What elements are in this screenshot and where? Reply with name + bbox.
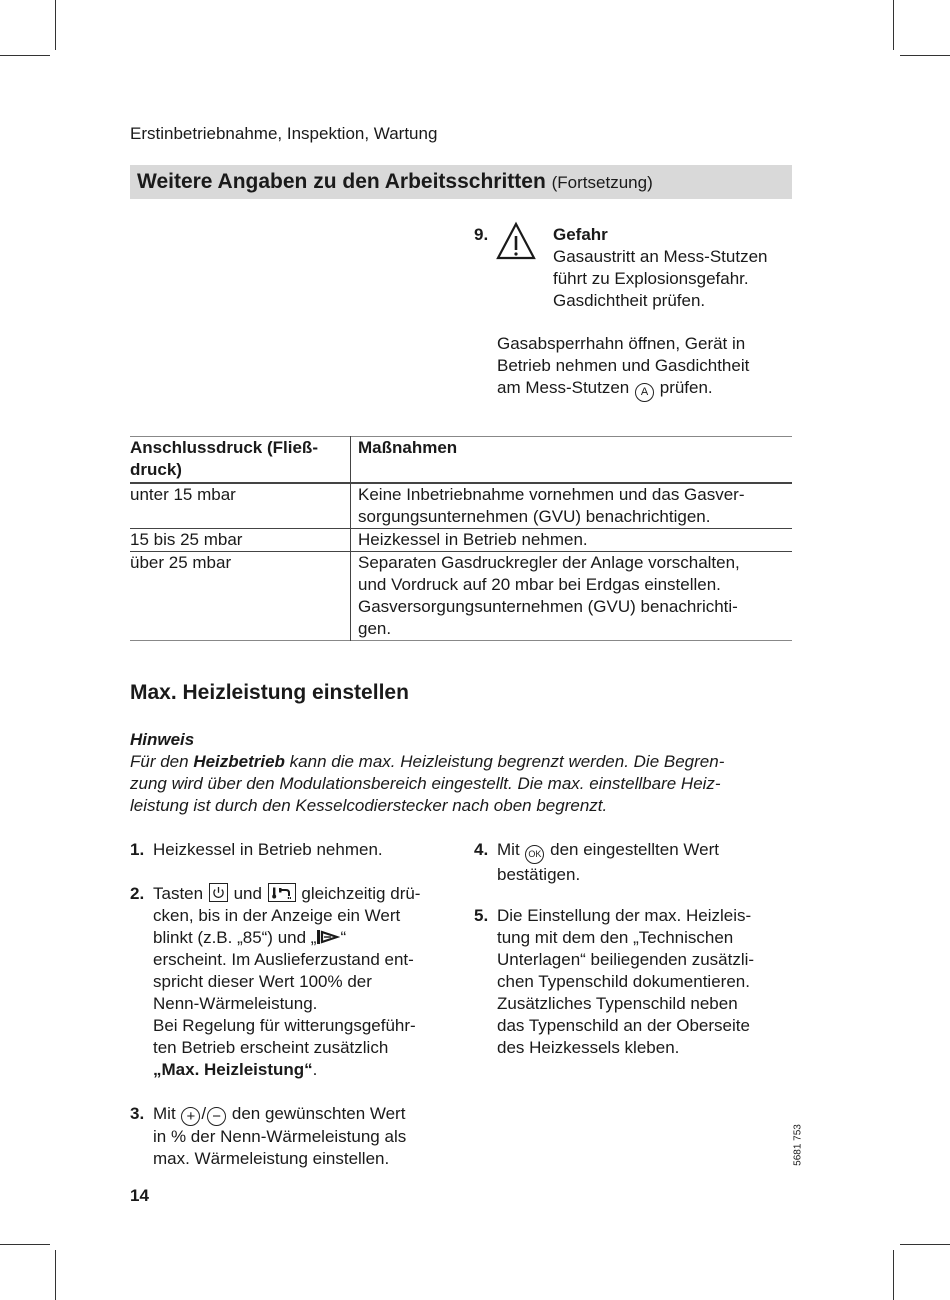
step-text: Heizkessel in Betrieb nehmen. — [153, 840, 383, 859]
step-9-line-text: am Mess-Stutzen — [497, 378, 630, 397]
step-line-text: / — [201, 1104, 207, 1123]
crop-mark — [893, 0, 894, 50]
warning-triangle-icon — [496, 221, 536, 261]
hint-line — [130, 751, 792, 773]
step-number: 3. — [130, 1104, 145, 1123]
warning-line: führt zu Explosionsgefahr. — [553, 269, 749, 288]
section-title-text: Weitere Angaben zu den Arbeitsschritten — [137, 170, 546, 193]
step-line: erscheint. Im Auslieferzustand ent- — [153, 950, 414, 969]
page-number: 14 — [130, 1186, 149, 1205]
step-line: chen Typenschild dokumentieren. — [497, 972, 750, 991]
step-line: bestätigen. — [497, 865, 581, 884]
step-9-number: 9. — [474, 225, 489, 244]
table-row — [130, 483, 792, 529]
table-row — [130, 529, 792, 552]
table-cell: Heizkessel in Betrieb nehmen. — [351, 529, 793, 552]
hint-title: Hinweis — [130, 730, 195, 749]
hint-text: Für den — [130, 752, 194, 771]
step-line-text: “ — [340, 928, 347, 947]
warning-line: Gasdichtheit prüfen. — [553, 291, 706, 310]
step-line — [153, 927, 453, 949]
step-line — [153, 883, 453, 905]
table-cell: Separaten Gasdruckregler der Anlage vorschalten, und Vordruck auf 20 mbar bei Erdgas einstellen. Gasversorgungsunternehmen (GVU) benachrichti- gen. — [351, 552, 793, 641]
table-header-measures: Maßnahmen — [351, 437, 793, 484]
document-code-text: 5681 753 — [792, 1124, 804, 1166]
hint-line: zung wird über den Modulationsbereich eingestellt. Die max. einstellbare Heiz- — [130, 774, 721, 793]
table-cell: unter 15 mbar — [130, 485, 236, 504]
step-line: Unterlagen“ beiliegenden zusätzli- — [497, 950, 755, 969]
table-header-row — [130, 437, 792, 484]
step-9-line-text: prüfen. — [659, 378, 713, 397]
crop-mark — [900, 55, 950, 56]
step-9-line — [497, 377, 749, 402]
step-line — [153, 1103, 453, 1126]
step-line: Bei Regelung für witterungsgeführ- — [153, 1016, 416, 1035]
step-line-text: den eingestellten Wert — [550, 840, 719, 859]
warning-title: Gefahr — [553, 225, 608, 244]
step-line: das Typenschild an der Oberseite — [497, 1016, 750, 1035]
crop-mark — [0, 1244, 50, 1245]
step-line-text: und — [233, 884, 262, 903]
step-line: Die Einstellung der max. Heizleis- — [497, 906, 752, 925]
hot-water-key-icon — [268, 883, 296, 902]
power-key-icon — [209, 883, 228, 902]
step-line — [153, 1059, 453, 1081]
step-line-text: blinkt (z.B. „85“) und „ — [153, 928, 317, 947]
crop-mark — [55, 0, 56, 50]
step-line-text: gleichzeitig drü- — [301, 884, 421, 903]
hint-text: kann die max. Heizleistung begrenzt werden. Die Begren- — [284, 752, 725, 771]
step-line-text: den gewünschten Wert — [231, 1104, 406, 1123]
hint-block — [130, 729, 792, 817]
crop-mark — [900, 1244, 950, 1245]
step-line: tung mit dem den „Technischen — [497, 928, 734, 947]
step-text — [497, 905, 792, 1059]
step-line: des Heizkessels kleben. — [497, 1038, 680, 1057]
section-bar — [130, 165, 792, 199]
measuring-point-a-icon: A — [635, 383, 654, 402]
step-line: Nenn-Wärmeleistung. — [153, 994, 318, 1013]
table-cell: Keine Inbetriebnahme vornehmen und das Gasver- sorgungsunternehmen (GVU) benachrichtigen. — [351, 483, 793, 529]
section-title — [137, 170, 653, 194]
step-line-text: . — [312, 1060, 318, 1079]
step-bold-text: „Max. Heizleistung“ — [153, 1060, 313, 1079]
table-cell: 15 bis 25 mbar — [130, 530, 243, 549]
step-9-line: Betrieb nehmen und Gasdichtheit — [497, 356, 750, 375]
crop-mark — [55, 1250, 56, 1300]
chapter-heading: Erstinbetriebnahme, Inspektion, Wartung — [130, 124, 438, 143]
step-line: ten Betrieb erscheint zusätzlich — [153, 1038, 389, 1057]
warning-line: Gasaustritt an Mess-Stutzen — [553, 247, 768, 266]
step-text — [153, 1103, 453, 1170]
step-number: 2. — [130, 884, 145, 903]
step-line: Zusätzliches Typenschild neben — [497, 994, 738, 1013]
hint-line: leistung ist durch den Kesselcodierstecker nach oben begrenzt. — [130, 796, 608, 815]
section-2-title: Max. Heizleistung einstellen — [130, 681, 409, 704]
pressure-table — [130, 436, 792, 641]
crop-mark — [0, 55, 50, 56]
step-9-line: Gasabsperrhahn öffnen, Gerät in — [497, 334, 746, 353]
step-line-text: Tasten — [153, 884, 204, 903]
ok-key-icon: OK — [525, 845, 544, 864]
section-subtitle: (Fortsetzung) — [551, 173, 653, 192]
plus-key-icon: + — [181, 1107, 200, 1126]
step-line — [497, 839, 792, 864]
step-number: 1. — [130, 840, 145, 859]
warning-block — [553, 224, 767, 312]
document-code — [788, 1122, 808, 1168]
step-line-text: Mit — [153, 1104, 176, 1123]
step-line-text: Mit — [497, 840, 520, 859]
step-text — [497, 839, 792, 886]
step-text — [153, 883, 453, 1081]
step-line: in % der Nenn-Wärmeleistung als — [153, 1127, 407, 1146]
minus-key-icon: − — [207, 1107, 226, 1126]
heating-symbol-icon — [316, 929, 340, 945]
step-line: max. Wärmeleistung einstellen. — [153, 1149, 390, 1168]
table-cell: über 25 mbar — [130, 553, 232, 572]
table-row — [130, 552, 792, 641]
hint-bold-text: Heizbetrieb — [193, 752, 285, 771]
step-line: spricht dieser Wert 100% der — [153, 972, 372, 991]
step-number: 4. — [474, 840, 489, 859]
step-line: cken, bis in der Anzeige ein Wert — [153, 906, 401, 925]
step-number: 5. — [474, 906, 489, 925]
table-header-pressure: Anschlussdruck (Fließ- druck) — [130, 438, 318, 479]
step-9-text — [497, 333, 749, 402]
crop-mark — [893, 1250, 894, 1300]
